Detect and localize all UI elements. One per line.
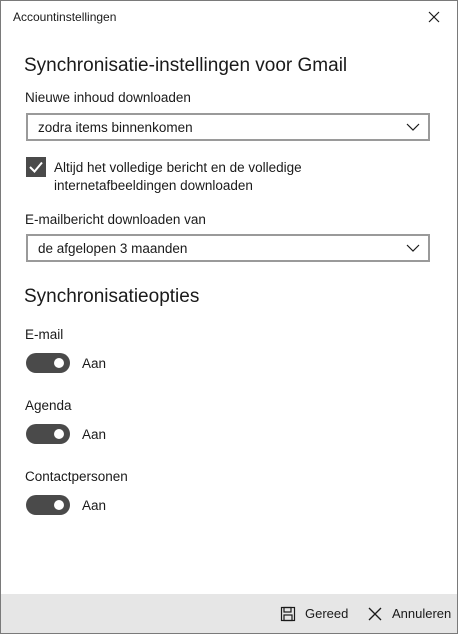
sync-options-heading: Synchronisatieopties xyxy=(24,286,200,307)
calendar-sync-label: Agenda xyxy=(25,398,72,413)
checkmark-icon xyxy=(26,157,46,177)
done-button-label: Gereed xyxy=(305,606,349,621)
contacts-sync-toggle[interactable] xyxy=(26,495,70,515)
download-email-from-value: de afgelopen 3 maanden xyxy=(38,241,188,256)
toggle-knob xyxy=(54,500,64,510)
toggle-knob xyxy=(54,429,64,439)
download-new-content-value: zodra items binnenkomen xyxy=(38,120,193,135)
calendar-sync-state: Aan xyxy=(82,427,107,442)
window-title: Accountinstellingen xyxy=(13,10,117,24)
save-icon xyxy=(280,606,296,622)
contacts-sync-label: Contactpersonen xyxy=(25,469,128,484)
cancel-button-label: Annuleren xyxy=(392,606,452,621)
toggle-knob xyxy=(54,358,64,368)
calendar-sync-toggle[interactable] xyxy=(26,424,70,444)
email-sync-label: E-mail xyxy=(25,327,64,342)
email-sync-state: Aan xyxy=(82,356,107,371)
cancel-button[interactable] xyxy=(367,594,451,633)
dialog-footer xyxy=(1,594,457,633)
chevron-down-icon xyxy=(406,122,420,132)
close-icon xyxy=(367,606,383,622)
sync-settings-heading: Synchronisatie-instellingen voor Gmail xyxy=(24,55,348,76)
email-sync-toggle[interactable] xyxy=(26,353,70,373)
contacts-sync-state: Aan xyxy=(82,498,107,513)
close-icon xyxy=(428,11,440,23)
title-bar xyxy=(1,1,457,33)
full-message-checkbox-label: Altijd het volledige bericht en de volledige internetafbeeldingen downloaden xyxy=(54,160,302,193)
full-message-checkbox[interactable] xyxy=(26,157,46,177)
download-email-from-select[interactable] xyxy=(26,234,430,262)
close-button[interactable] xyxy=(411,1,457,33)
download-new-content-label: Nieuwe inhoud downloaden xyxy=(25,90,191,105)
download-new-content-select[interactable] xyxy=(26,113,430,141)
download-email-from-label: E-mailbericht downloaden van xyxy=(25,212,206,227)
chevron-down-icon xyxy=(406,243,420,253)
done-button[interactable] xyxy=(280,594,348,633)
